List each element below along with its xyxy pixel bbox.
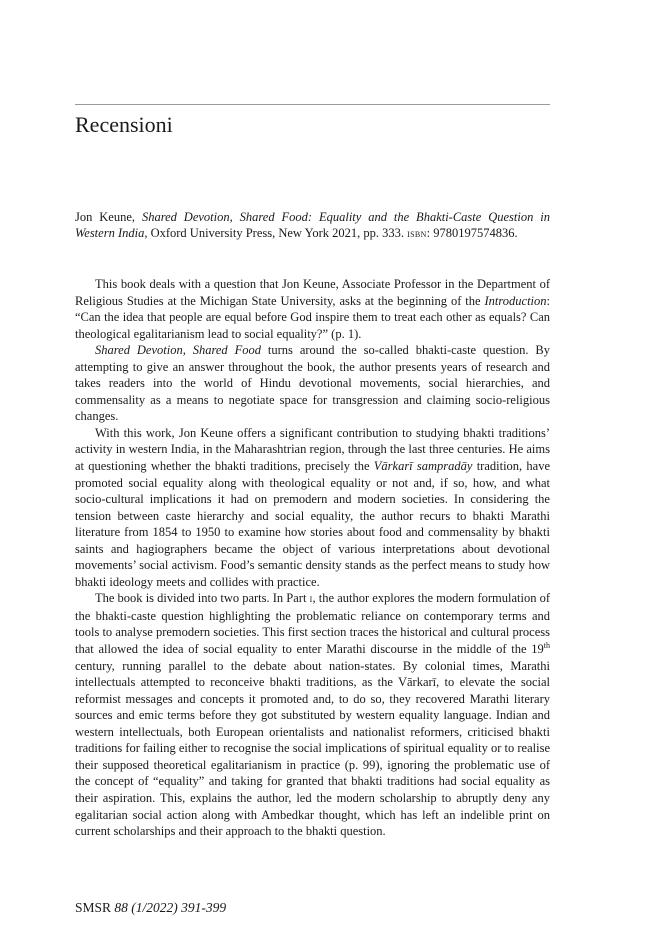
paragraph-1: [75, 276, 550, 342]
p3-text-a: With this work, Jon Keune offers a significant contribution to studying bhakti traditions’ activity in western India, in the Maharashtrian region, through the last three centuries. He aims at questioning whether the bhakti traditions, precisely the: [75, 425, 550, 474]
p4-superscript: th: [543, 640, 550, 650]
p4-text-a: The book is divided into two parts. In Part: [95, 591, 310, 606]
citation-isbn: : 9780197574836.: [426, 226, 518, 241]
p3-term: Vārkarī sampradāy: [373, 459, 473, 474]
p1-introduction: Introduction: [484, 293, 547, 308]
p2-book-title: Shared Devotion, Shared Food: [95, 343, 261, 358]
p4-text-b: , the author explores the modern formulation of the bhakti-caste question highlighting the problematic reliance on contemporary terms and tools to analyse premodern societies. This first section traces the historical and cultural process that allowed the idea of social equality to enter Marathi discourse in the middle of the 19: [75, 591, 550, 657]
review-body: [75, 276, 550, 840]
p1-text-b: : “Can the idea that people are equal before God inspire them to treat each other as equals? Can theological egalitarianism lead to social equality?” (p. 1).: [75, 293, 550, 341]
paragraph-2: [75, 342, 550, 425]
citation-author: Jon Keune,: [75, 210, 142, 224]
p2-text: turns around the so-called bhakti-caste question. By attempting to give an answer throughout the book, the author presents years of research and takes readers into the world of Hindu devotional movements, social hierarchies, and commensality as a means to negotiate space for transgression and claiming socio-religious changes.: [75, 343, 551, 424]
p3-text-b: tradition, have promoted social equality along with theological equality or not and, if so, how, and what socio-cultural implications it had on premodern and modern societies. In considering the tension between caste hierarchy and social equality, the author recurs to bhakti Marathi literature from 1854 to 1950 to examine how stories about food and commensality by bhakti saints and hagiographers became the object of various interpretations about devotional movements’ social activism. Food’s semantic density stands as the perfect means to study how bhakti ideology meets and collides with practice.: [75, 459, 551, 589]
p4-part-numeral: i: [309, 593, 313, 606]
paragraph-4: [75, 590, 550, 839]
paragraph-3: [75, 425, 550, 590]
p1-text-a: This book deals with a question that Jon Keune, Associate Professor in the Department of Religious Studies at the Michigan State University, asks at the beginning of the: [75, 277, 550, 308]
footer-journal: SMSR: [75, 900, 115, 915]
book-citation: [75, 209, 550, 243]
citation-title: Shared Devotion, Shared Food: Equality and the Bhakti-Caste Question in Western India: [75, 210, 550, 241]
page-footer: [75, 899, 226, 917]
citation-isbn-label: isbn: [407, 228, 427, 241]
footer-volume: 88 (1/2022) 391-399: [114, 900, 227, 915]
citation-publisher: , Oxford University Press, New York 2021, pp. 333.: [144, 226, 408, 241]
header-rule: [75, 104, 550, 105]
section-title: Recensioni: [75, 112, 173, 137]
p4-text-c: century, running parallel to the debate about nation-states. By colonial times, Marathi intellectuals attempted to reconceive bhakti traditions, as the Vārkarī, to elevate the social reformist messages and concepts it promoted and, to do so, they recovered Marathi literary sources and emic terms before they got substituted by western equality language. Indian and western intellectuals, both European orientalists and nationalist reformers, criticised bhakti traditions for failing either to recognise the social implications of spiritual equality or to realise their supposed theoretical egalitarianism in practice (p. 99), ignoring the problematic use of the concept of “equality” and taking for granted that bhakti traditions had social equality as their aspiration. This, explains the author, led the modern scholarship to abruptly deny any egalitarian social action along with Ambedkar thought, which has left an indelible print on current scholarships and their approach to the bhakti question.: [75, 658, 550, 839]
